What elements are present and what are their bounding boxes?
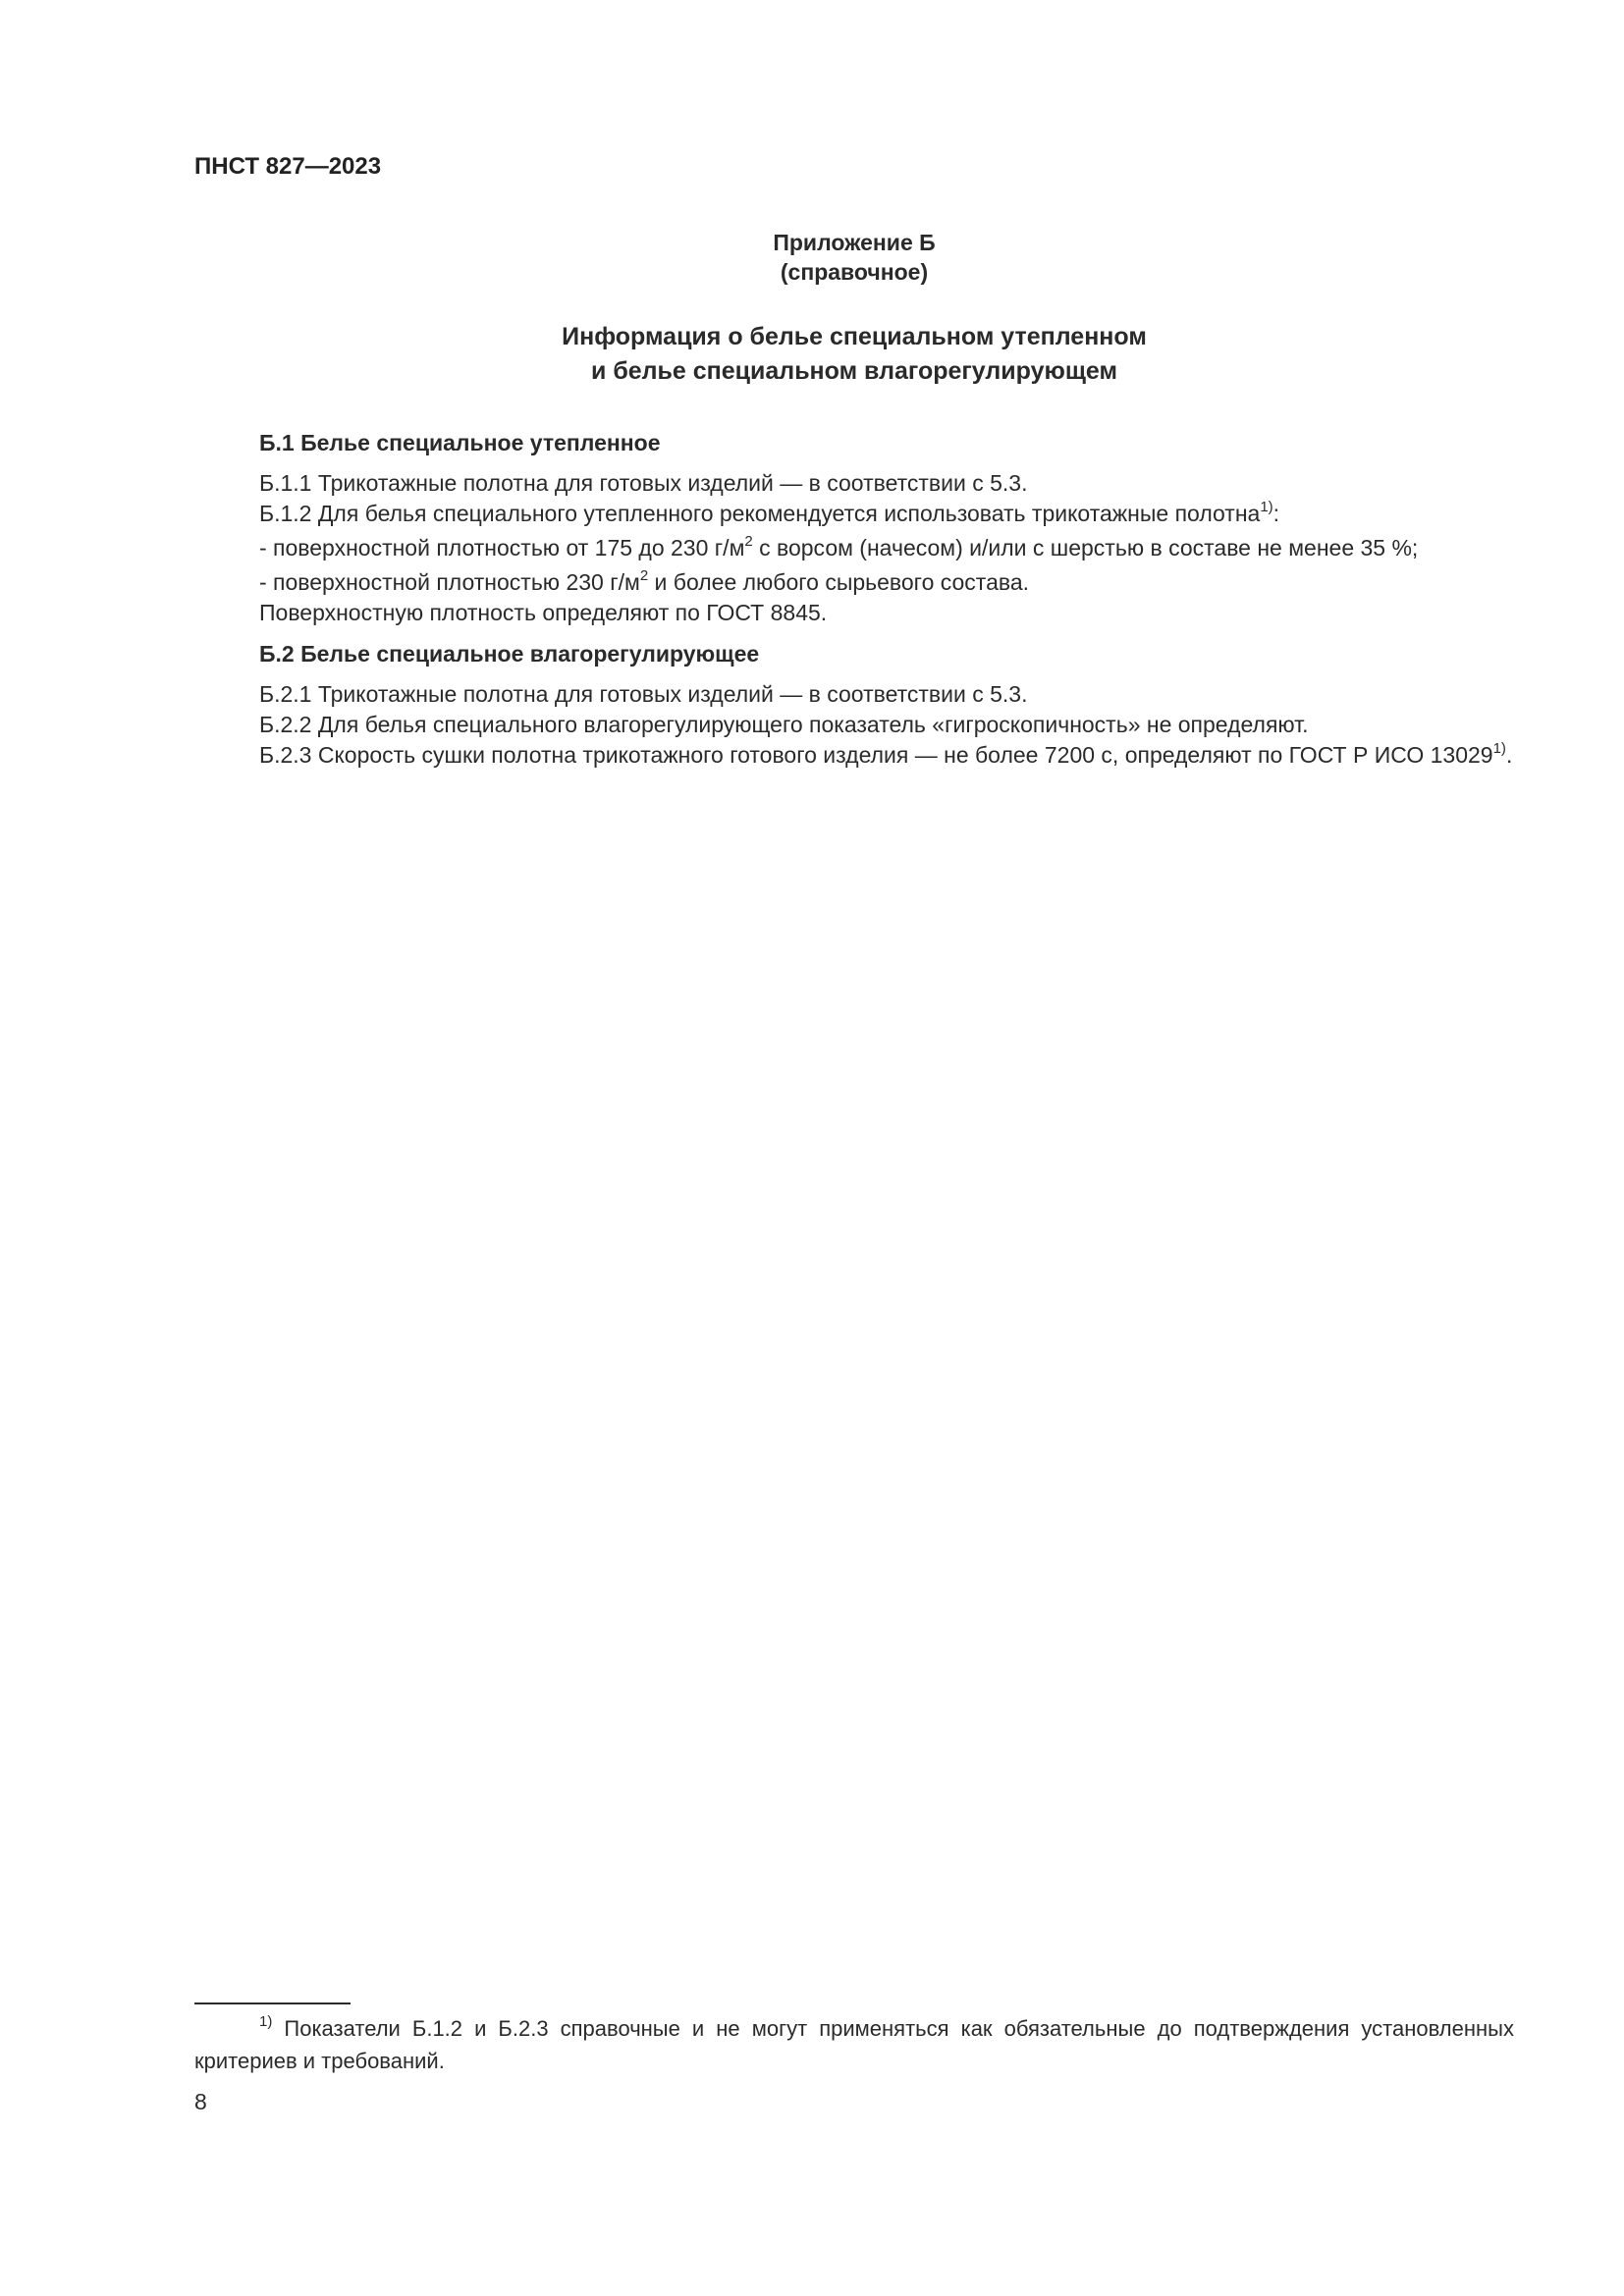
superscript-2: 2	[744, 533, 753, 550]
footnote	[194, 2012, 1514, 2077]
footnote-text: Показатели Б.1.2 и Б.2.3 справочные и не могут применяться как обязательные до подтверждения установленных критериев и требований.	[194, 2016, 1514, 2073]
footnote-ref: 1)	[1492, 740, 1506, 757]
section-1-bullet-1	[194, 533, 1514, 563]
section-2-paragraph-3	[194, 740, 1514, 771]
footnote-divider	[194, 2002, 351, 2004]
section-2-paragraph-3-text: Б.2.3 Скорость сушки полотна трикотажного готового изделия — не более 7200 с, определяют по ГОСТ Р ИСО 13029	[259, 742, 1493, 768]
appendix-label: Приложение Б	[773, 230, 936, 255]
bullet-2-text-b: и более любого сырьевого состава.	[648, 569, 1030, 595]
bullet-2-text-a: - поверхностной плотностью 230 г/м	[259, 569, 640, 595]
section-1-bullet-2	[194, 567, 1514, 598]
bullet-1-text-b: с ворсом (начесом) и/или с шерстью в составе не менее 35 %;	[752, 535, 1419, 561]
section-2-heading: Б.2 Белье специальное влагорегулирующее	[259, 641, 760, 667]
section-1-paragraph-2-text: Б.1.2 Для белья специального утепленного рекомендуется использовать трикотажные полотна	[259, 501, 1261, 526]
footnote-marker: 1)	[259, 2013, 273, 2030]
document-body	[194, 428, 1514, 771]
document-code: ПНСТ 827—2023	[194, 153, 382, 180]
bullet-1-text-a: - поверхностной плотностью от 175 до 230 г/м	[259, 535, 745, 561]
section-1-paragraph-2-end: :	[1272, 501, 1280, 526]
appendix-heading	[194, 228, 1514, 287]
title-line-1: Информация о белье специальном утепленном	[562, 323, 1147, 350]
superscript-2: 2	[639, 567, 649, 584]
section-2-paragraph-3-end: .	[1505, 742, 1513, 768]
title-line-2: и белье специальном влагорегулирующем	[591, 357, 1117, 385]
section-2-paragraph-2: Б.2.2 Для белья специального влагорегулирующего показатель «гигроскопичность» не определяют.	[259, 712, 1309, 737]
section-1-paragraph-3: Поверхностную плотность определяют по ГОСТ 8845.	[259, 600, 828, 625]
appendix-title	[194, 320, 1514, 389]
page-number: 8	[194, 2089, 207, 2114]
footnote-ref: 1)	[1260, 499, 1273, 515]
section-1-paragraph-2	[194, 499, 1514, 529]
section-2-paragraph-1: Б.2.1 Трикотажные полотна для готовых изделий — в соответствии с 5.3.	[259, 681, 1028, 707]
section-1-heading: Б.1 Белье специальное утепленное	[259, 430, 661, 455]
appendix-type: (справочное)	[780, 259, 929, 285]
section-1-paragraph-1: Б.1.1 Трикотажные полотна для готовых изделий — в соответствии с 5.3.	[259, 470, 1028, 496]
